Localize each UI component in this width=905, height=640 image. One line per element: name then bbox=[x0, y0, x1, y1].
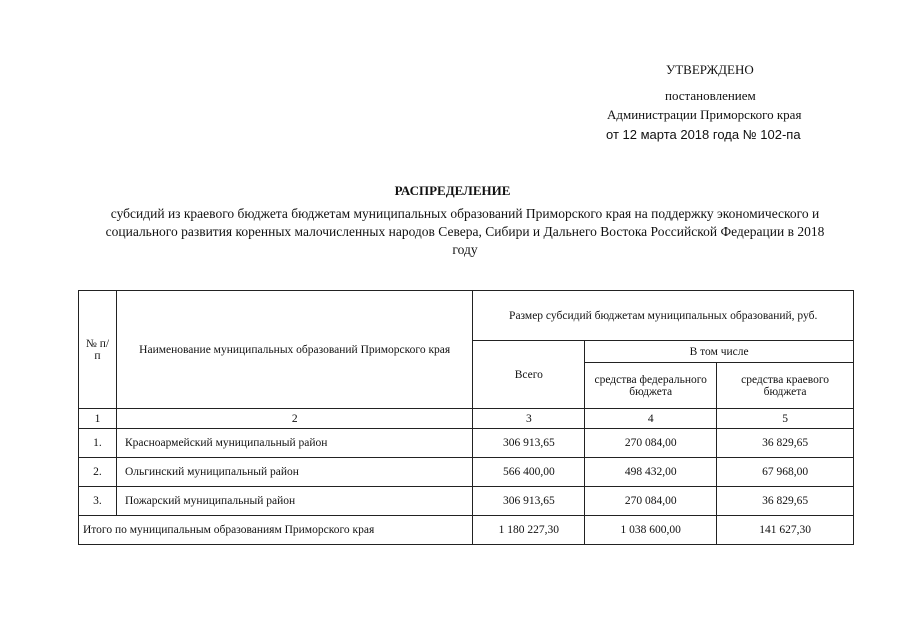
header-including: В том числе bbox=[585, 341, 854, 363]
column-number: 5 bbox=[717, 409, 854, 429]
table-row bbox=[79, 487, 854, 516]
distribution-table bbox=[78, 290, 854, 545]
header-regional: средства краевого бюджета bbox=[717, 363, 854, 409]
column-number: 1 bbox=[79, 409, 117, 429]
row-num: 3. bbox=[79, 487, 117, 516]
totals-row bbox=[79, 516, 854, 545]
header-size: Размер субсидий бюджетам муниципальных образований, руб. bbox=[473, 291, 854, 341]
row-regional: 36 829,65 bbox=[717, 429, 854, 458]
row-total: 306 913,65 bbox=[473, 487, 585, 516]
row-federal: 270 084,00 bbox=[585, 487, 717, 516]
row-num: 2. bbox=[79, 458, 117, 487]
row-regional: 36 829,65 bbox=[717, 487, 854, 516]
row-federal: 498 432,00 bbox=[585, 458, 717, 487]
totals-regional: 141 627,30 bbox=[717, 516, 854, 545]
header-federal: средства федерального бюджета bbox=[585, 363, 717, 409]
header-name: Наименование муниципальных образований Приморского края bbox=[116, 291, 472, 409]
table-row bbox=[79, 458, 854, 487]
totals-total: 1 180 227,30 bbox=[473, 516, 585, 545]
row-federal: 270 084,00 bbox=[585, 429, 717, 458]
header-num: № п/п bbox=[79, 291, 117, 409]
row-name: Пожарский муниципальный район bbox=[116, 487, 472, 516]
totals-federal: 1 038 600,00 bbox=[585, 516, 717, 545]
row-name: Ольгинский муниципальный район bbox=[116, 458, 472, 487]
row-total: 306 913,65 bbox=[473, 429, 585, 458]
document-title: РАСПРЕДЕЛЕНИЕ bbox=[394, 183, 511, 198]
row-num: 1. bbox=[79, 429, 117, 458]
row-name: Красноармейский муниципальный район bbox=[116, 429, 472, 458]
approved-label: УТВЕРЖДЕНО bbox=[666, 62, 754, 77]
totals-label: Итого по муниципальным образованиям Приморского края bbox=[79, 516, 473, 545]
approval-date-number: от 12 марта 2018 года № 102-па bbox=[606, 127, 801, 142]
table-row bbox=[79, 429, 854, 458]
document-subtitle: субсидий из краевого бюджета бюджетам муниципальных образований Приморского края на поддержку экономического и социального развития коренных малочисленных народов Севера, Сибири и Дальнего Востока Российской Федерации в 2018 году bbox=[105, 206, 825, 257]
row-total: 566 400,00 bbox=[473, 458, 585, 487]
column-numbers-row bbox=[79, 409, 854, 429]
column-number: 2 bbox=[116, 409, 472, 429]
row-regional: 67 968,00 bbox=[717, 458, 854, 487]
approved-by: постановлением bbox=[665, 88, 756, 103]
column-number: 4 bbox=[585, 409, 717, 429]
header-total: Всего bbox=[473, 341, 585, 409]
column-number: 3 bbox=[473, 409, 585, 429]
approving-authority: Администрации Приморского края bbox=[607, 107, 802, 122]
